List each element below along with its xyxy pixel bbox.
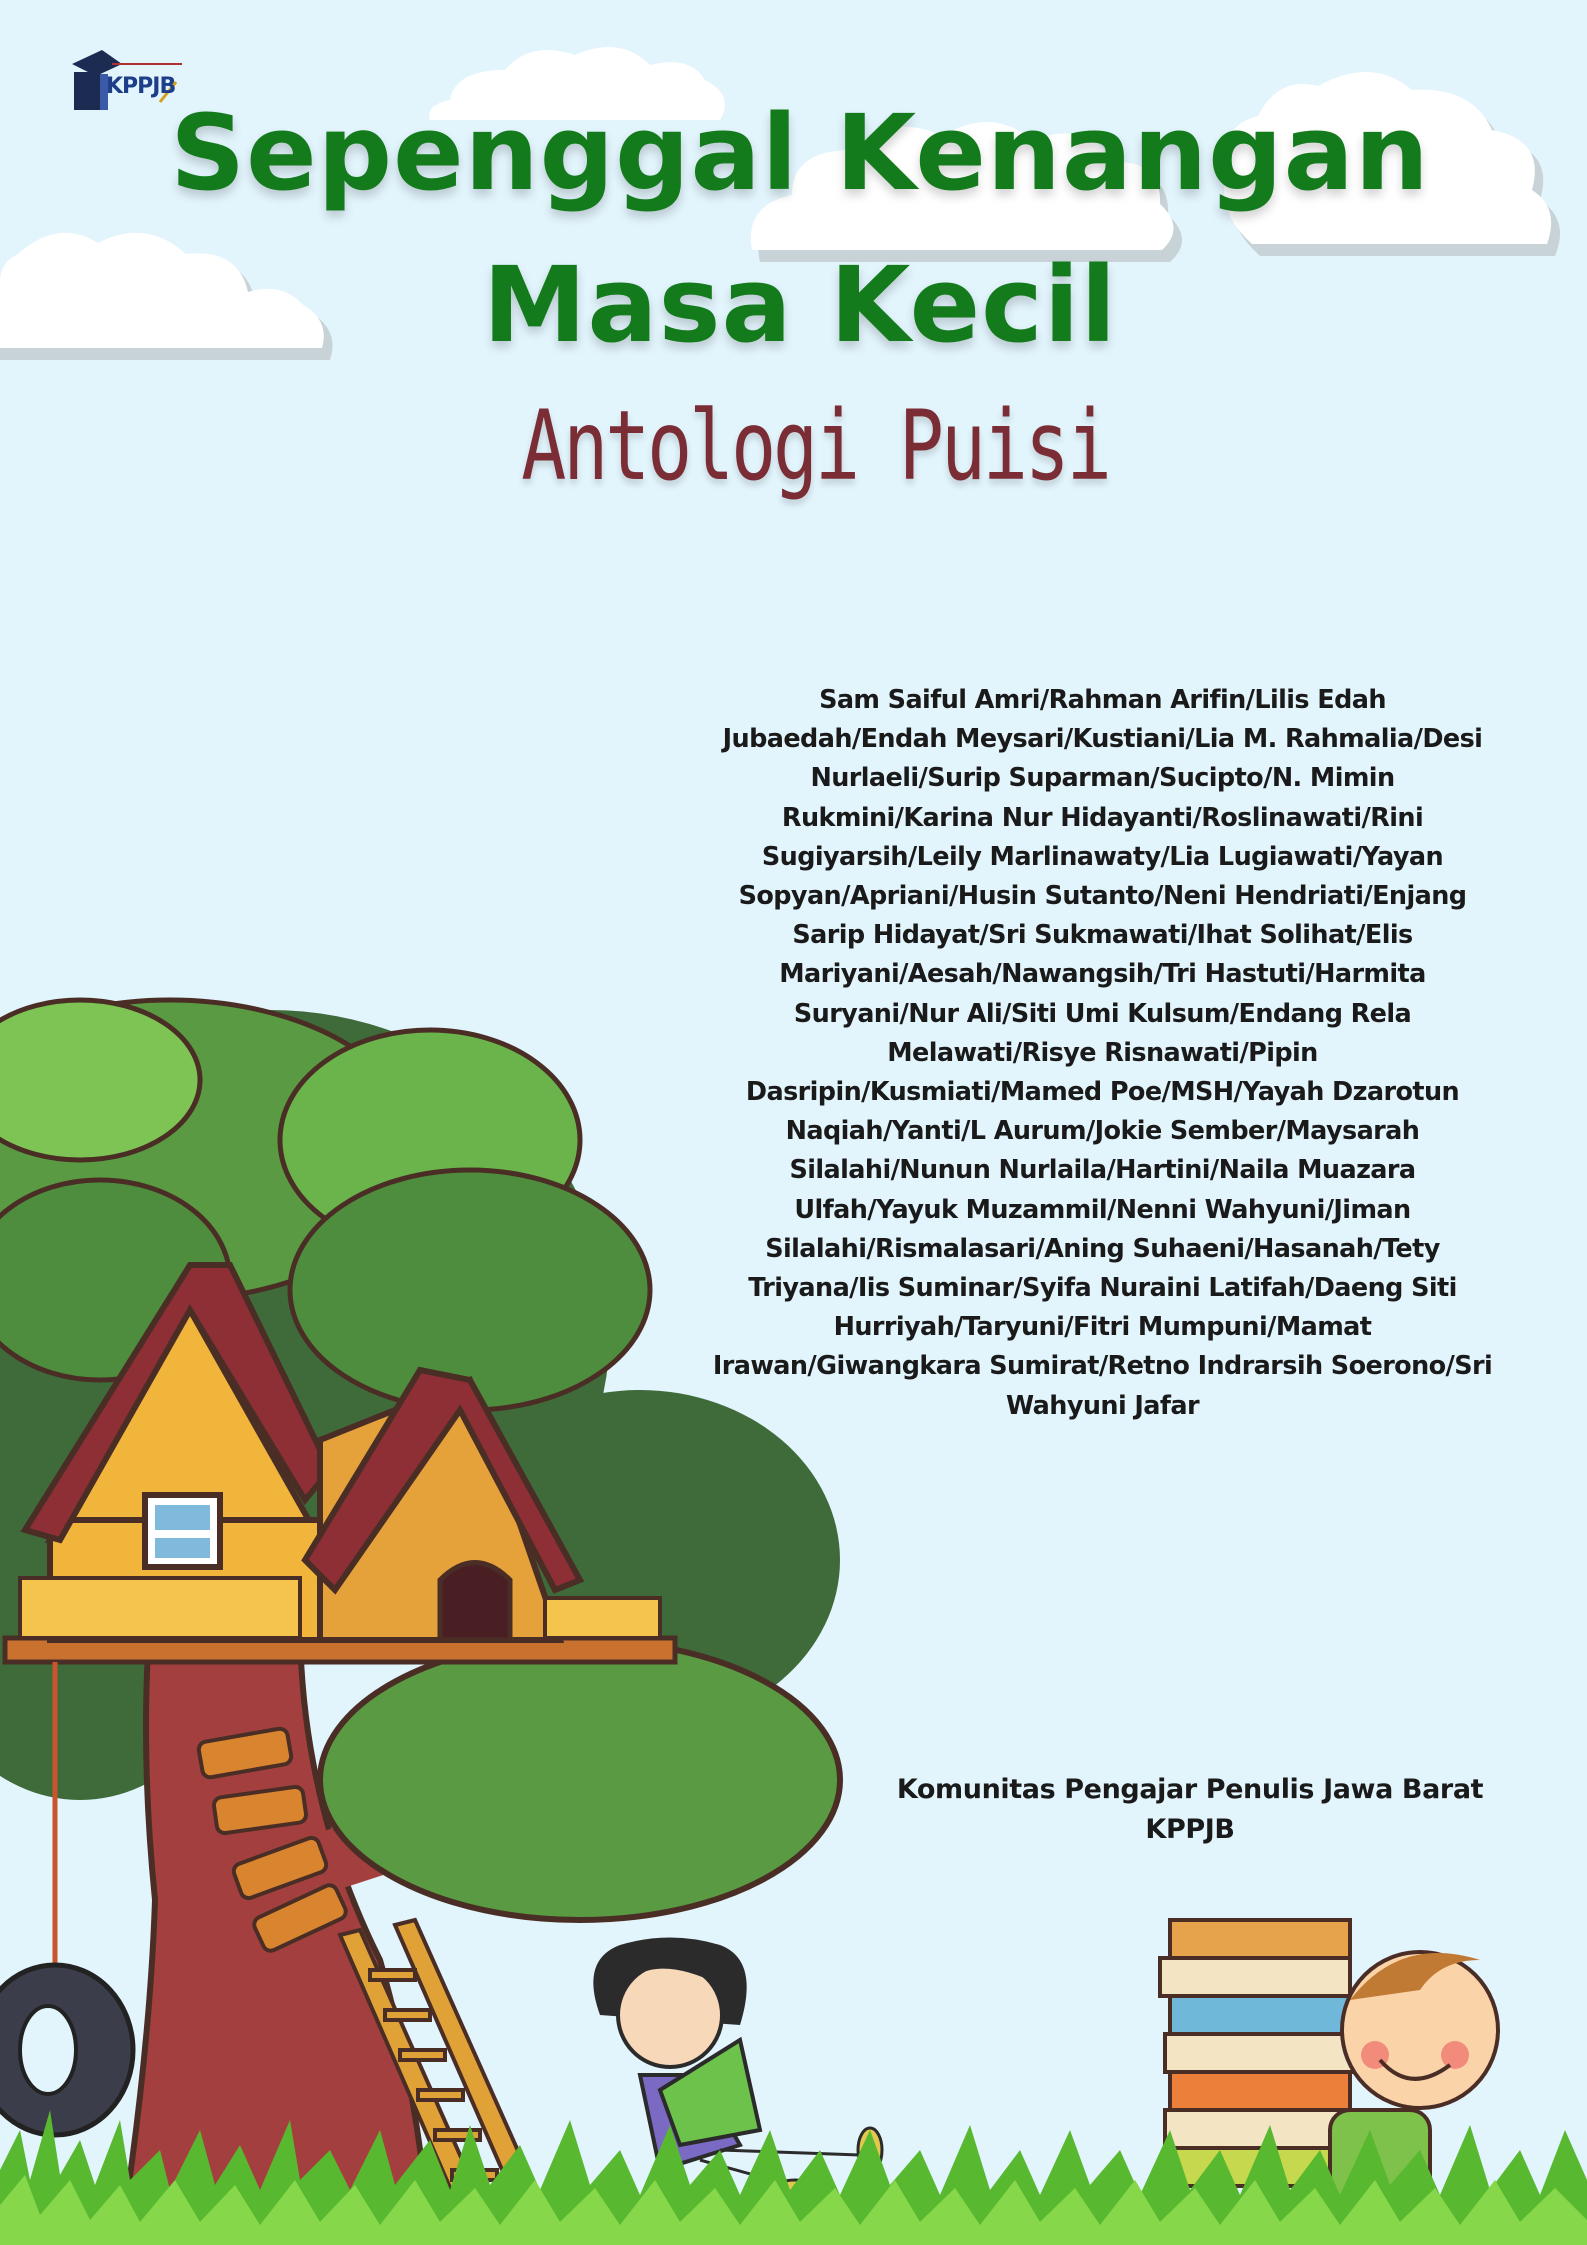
author-line: Hurriyah/Taryuni/Fitri Mumpuni/Mamat xyxy=(833,1312,1372,1343)
author-line: Irawan/Giwangkara Sumirat/Retno Indrarsih Soerono/Sri xyxy=(712,1351,1493,1382)
boy-with-books xyxy=(1160,1920,1498,2200)
title-line-2: Masa Kecil xyxy=(482,244,1118,366)
author-line: Jubaedah/Endah Meysari/Kustiani/Lia M. Rahmalia/Desi xyxy=(722,724,1483,755)
tree-foliage-lower xyxy=(320,1640,840,1920)
author-line: Sugiyarsih/Leily Marlinawaty/Lia Lugiawati/Yayan xyxy=(761,841,1444,872)
author-line: Melawati/Risye Risnawati/Pipin xyxy=(887,1037,1318,1068)
author-line: Naqiah/Yanti/L Aurum/Jokie Sember/Maysarah xyxy=(785,1116,1420,1147)
title-line-1: Sepenggal Kenangan xyxy=(170,92,1430,214)
author-line: Sam Saiful Amri/Rahman Arifin/Lilis Edah xyxy=(819,685,1386,715)
author-line: Sopyan/Apriani/Husin Sutanto/Neni Hendriati/Enjang xyxy=(738,881,1467,912)
author-line: Rukmini/Karina Nur Hidayanti/Roslinawati/Rini xyxy=(781,802,1424,833)
author-line: Silalahi/Rismalasari/Aning Suhaeni/Hasanah/Tety xyxy=(765,1233,1440,1264)
community-name: Komunitas Pengajar Penulis Jawa Barat xyxy=(896,1774,1484,1805)
author-list xyxy=(680,681,1525,1426)
community-abbr: KPPJB xyxy=(1145,1814,1235,1845)
author-line: Dasripin/Kusmiati/Mamed Poe/MSH/Yayah Dzarotun xyxy=(745,1077,1460,1108)
author-line: Wahyuni Jafar xyxy=(1006,1390,1199,1421)
author-line: Sarip Hidayat/Sri Sukmawati/Ihat Solihat/Elis xyxy=(792,920,1413,951)
author-line: Ulfah/Yayuk Muzammil/Nenni Wahyuni/Jiman xyxy=(794,1194,1411,1225)
author-line: Triyana/Iis Suminar/Syifa Nuraini Latifah/Daeng Siti xyxy=(748,1273,1457,1304)
author-line: Nurlaeli/Surip Suparman/Sucipto/N. Mimin xyxy=(810,763,1395,794)
author-line: Mariyani/Aesah/Nawangsih/Tri Hastuti/Harmita xyxy=(779,959,1426,990)
community-block xyxy=(790,1770,1587,1850)
girl-reading xyxy=(593,1938,882,2201)
subtitle: Antologi Puisi xyxy=(521,390,1109,502)
author-line: Suryani/Nur Ali/Siti Umi Kulsum/Endang Rela xyxy=(793,998,1412,1029)
logo-text: KPPJB xyxy=(106,74,176,99)
author-line: Silalahi/Nunun Nurlaila/Hartini/Naila Muazara xyxy=(789,1155,1416,1186)
